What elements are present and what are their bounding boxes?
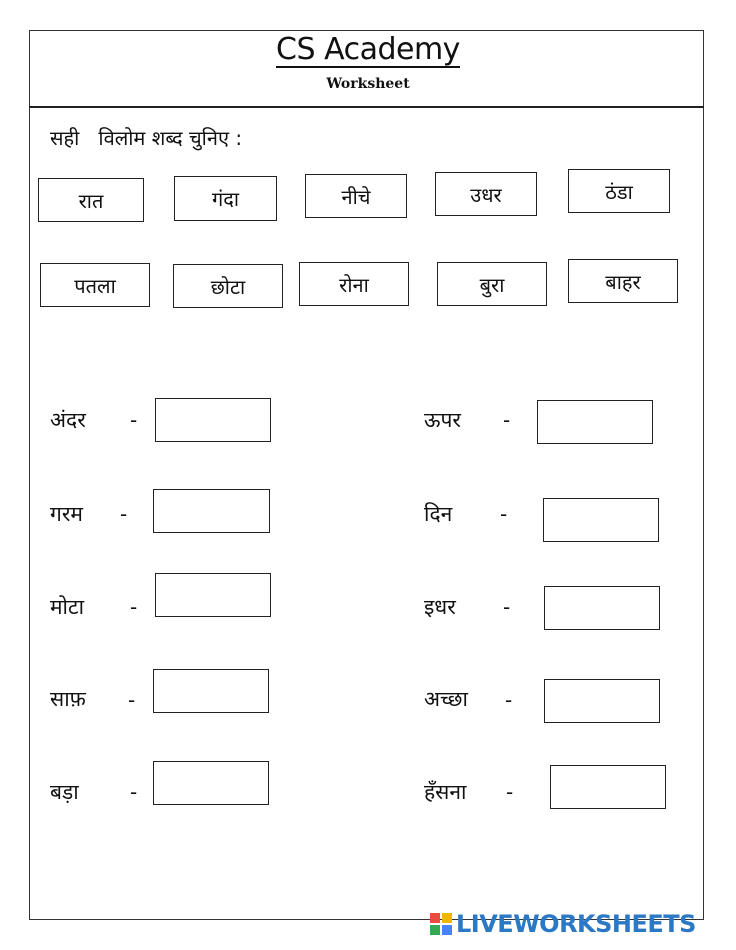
dash: - [500, 502, 508, 526]
dash: - [130, 408, 138, 432]
answer-box[interactable] [544, 679, 660, 723]
dash: - [506, 780, 514, 804]
dash: - [120, 502, 128, 526]
question-word: अच्छा [424, 687, 468, 711]
question-word: इधर [424, 595, 456, 619]
word-bank-item[interactable]: नीचे [305, 174, 407, 218]
page-subtitle: Worksheet [326, 76, 410, 92]
word-bank-item[interactable]: पतला [40, 263, 150, 307]
question-word: मोटा [50, 595, 85, 619]
word-bank-item[interactable]: रात [38, 178, 144, 222]
dash: - [130, 780, 138, 804]
answer-box[interactable] [153, 761, 269, 805]
question-word: अंदर [50, 408, 86, 432]
dash: - [503, 408, 511, 432]
liveworksheets-logo-icon [430, 913, 452, 935]
answer-box[interactable] [155, 573, 271, 617]
question-word: ऊपर [424, 408, 462, 432]
answer-box[interactable] [550, 765, 666, 809]
word-bank-item[interactable]: बुरा [437, 262, 547, 306]
answer-box[interactable] [543, 498, 659, 542]
header-divider [29, 106, 704, 108]
word-bank-item[interactable]: रोना [299, 262, 409, 306]
dash: - [130, 595, 138, 619]
answer-box[interactable] [153, 489, 270, 533]
word-bank-item[interactable]: गंदा [174, 176, 277, 221]
question-word: बड़ा [50, 780, 79, 804]
question-word: गरम [50, 502, 83, 526]
word-bank-item[interactable]: उधर [435, 172, 537, 216]
liveworksheets-watermark [430, 910, 696, 938]
answer-box[interactable] [544, 586, 660, 630]
answer-box[interactable] [537, 400, 653, 444]
dash: - [503, 595, 511, 619]
word-bank-item[interactable]: बाहर [568, 259, 678, 303]
question-word: दिन [424, 502, 453, 526]
dash: - [505, 688, 513, 712]
question-word: हँसना [424, 780, 467, 804]
dash: - [128, 688, 136, 712]
answer-box[interactable] [153, 669, 269, 713]
word-bank-item[interactable]: ठंडा [568, 169, 670, 213]
answer-box[interactable] [155, 398, 271, 442]
watermark-text: LIVEWORKSHEETS [456, 910, 696, 938]
question-word: साफ़ [50, 687, 86, 711]
instruction-text: सही विलोम शब्द चुनिए : [50, 126, 243, 150]
page-title: CS Academy [276, 32, 460, 67]
word-bank-item[interactable]: छोटा [173, 264, 283, 308]
